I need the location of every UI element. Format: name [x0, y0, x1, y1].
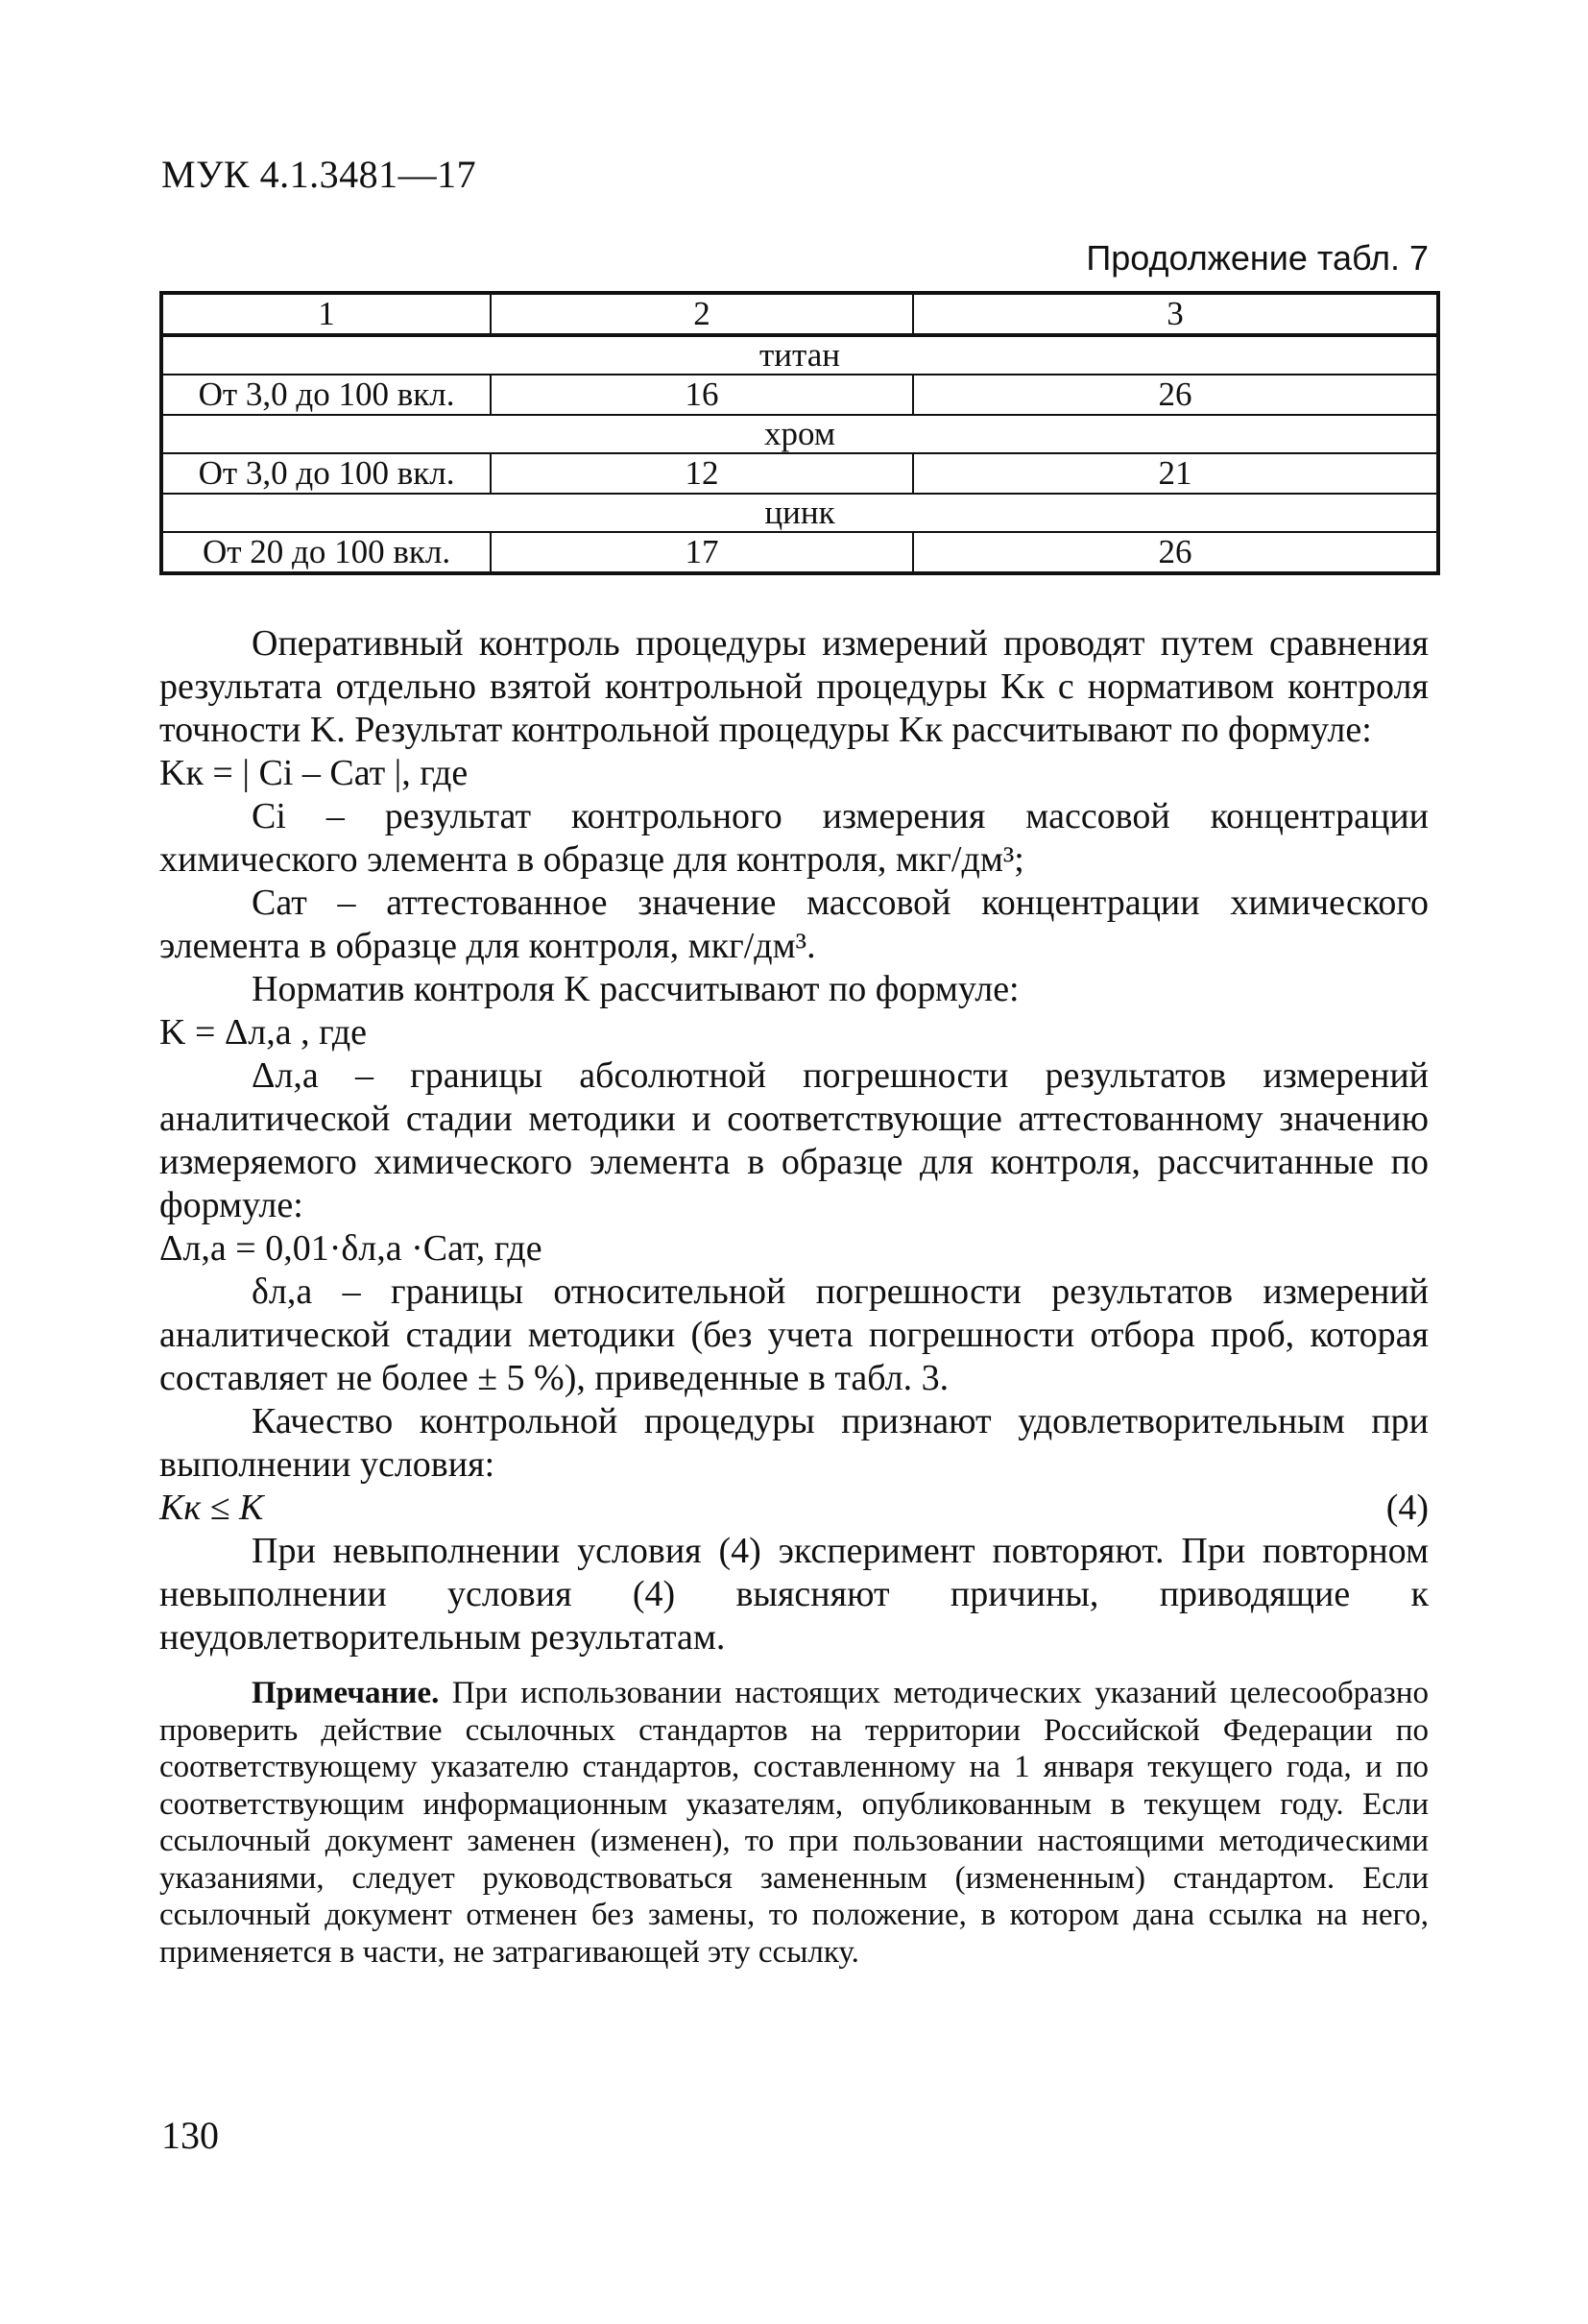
table-section-row	[161, 415, 1438, 453]
paragraph-norm-k: Норматив контроля K рассчитывают по формуле:	[252, 969, 1020, 1009]
paragraph-quality: Качество контрольной процедуры признают удовлетворительным при выполнении условия:	[159, 1401, 1429, 1485]
element-name: хром	[161, 415, 1438, 453]
results-table	[159, 291, 1440, 575]
definition-small-delta: δл,а – границы относительной погрешности результатов измерений аналитической стадии методики (без учета погрешности отбора проб, которая составляет не более ± 5 %), приведенные в табл. 3.	[159, 1271, 1429, 1398]
definition-cat: Cат – аттестованное значение массовой концентрации химического элемента в образце для контроля, мкг/дм³.	[159, 883, 1429, 966]
range-cell: От 3,0 до 100 вкл.	[161, 453, 491, 494]
element-name: цинк	[161, 494, 1438, 532]
page-number: 130	[161, 2114, 219, 2157]
equation-number: (4)	[1385, 1488, 1429, 1528]
note	[159, 1675, 1429, 1971]
value-cell: 12	[491, 453, 913, 494]
column-header: 3	[913, 293, 1438, 335]
range-cell: От 20 до 100 вкл.	[161, 532, 491, 573]
note-label: Примечание.	[252, 1676, 440, 1710]
value-cell: 16	[491, 375, 913, 415]
definition-delta: Δл,а – границы абсолютной погрешности результатов измерений аналитической стадии методики и соответствующие аттестованному значению измеряемого химического элемента в образце для контроля, рассчитанные по формуле:	[159, 1055, 1429, 1225]
paragraph-operational-control: Оперативный контроль процедуры измерений проводят путем сравнения результата отдельно взятой контрольной процедуры Kк с нормативом контроля точности K. Результат контрольной процедуры Kк рассчитывают по формуле:	[159, 623, 1429, 750]
paragraph-repeat: При невыполнении условия (4) эксперимент повторяют. При повторном невыполнении условия (4) выясняют причины, приводящие к неудовлетворительным результатам.	[159, 1531, 1429, 1658]
formula-k: K = Δл,а , где	[159, 1012, 368, 1053]
value-cell: 17	[491, 532, 913, 573]
value-cell: 21	[913, 453, 1438, 494]
column-header: 2	[491, 293, 913, 335]
formula-delta: Δл,а = 0,01·δл,а ·Cат, где	[159, 1228, 542, 1269]
table-section-row	[161, 335, 1438, 375]
formula-condition	[159, 1487, 1429, 1530]
note-text: При использовании настоящих методических указаний целесообразно проверить действие ссылочных стандартов на территории Российской Федерации по соответствующему указателю стандартов, составленному на 1 января текущего года, и по соответствующим информационным указателям, опубликованным в текущем году. Если ссылочный документ заменен (изменен), то при пользовании настоящими методическими указаниями, следует руководствоваться замененным (измененным) стандартом. Если ссылочный документ отменен без замены, то положение, в котором дана ссылка на него, применяется в части, не затрагивающей эту ссылку.	[159, 1676, 1429, 1970]
table-section-row	[161, 494, 1438, 532]
table-row	[161, 453, 1438, 494]
range-cell: От 3,0 до 100 вкл.	[161, 375, 491, 415]
table-caption: Продолжение табл. 7	[1086, 238, 1429, 278]
table-row	[161, 532, 1438, 573]
table-header-row	[161, 293, 1438, 335]
table-row	[161, 375, 1438, 415]
element-name: титан	[161, 335, 1438, 375]
column-header: 1	[161, 293, 491, 335]
document-code: МУК 4.1.3481—17	[161, 153, 477, 196]
condition-expression: Kк ≤ K	[159, 1488, 264, 1528]
value-cell: 26	[913, 532, 1438, 573]
main-text	[159, 622, 1429, 1971]
definition-ci: Ci – результат контрольного измерения массовой концентрации химического элемента в образце для контроля, мкг/дм³;	[159, 796, 1429, 880]
formula-kk: Kк = | Ci – Cат |, где	[159, 753, 469, 793]
value-cell: 26	[913, 375, 1438, 415]
